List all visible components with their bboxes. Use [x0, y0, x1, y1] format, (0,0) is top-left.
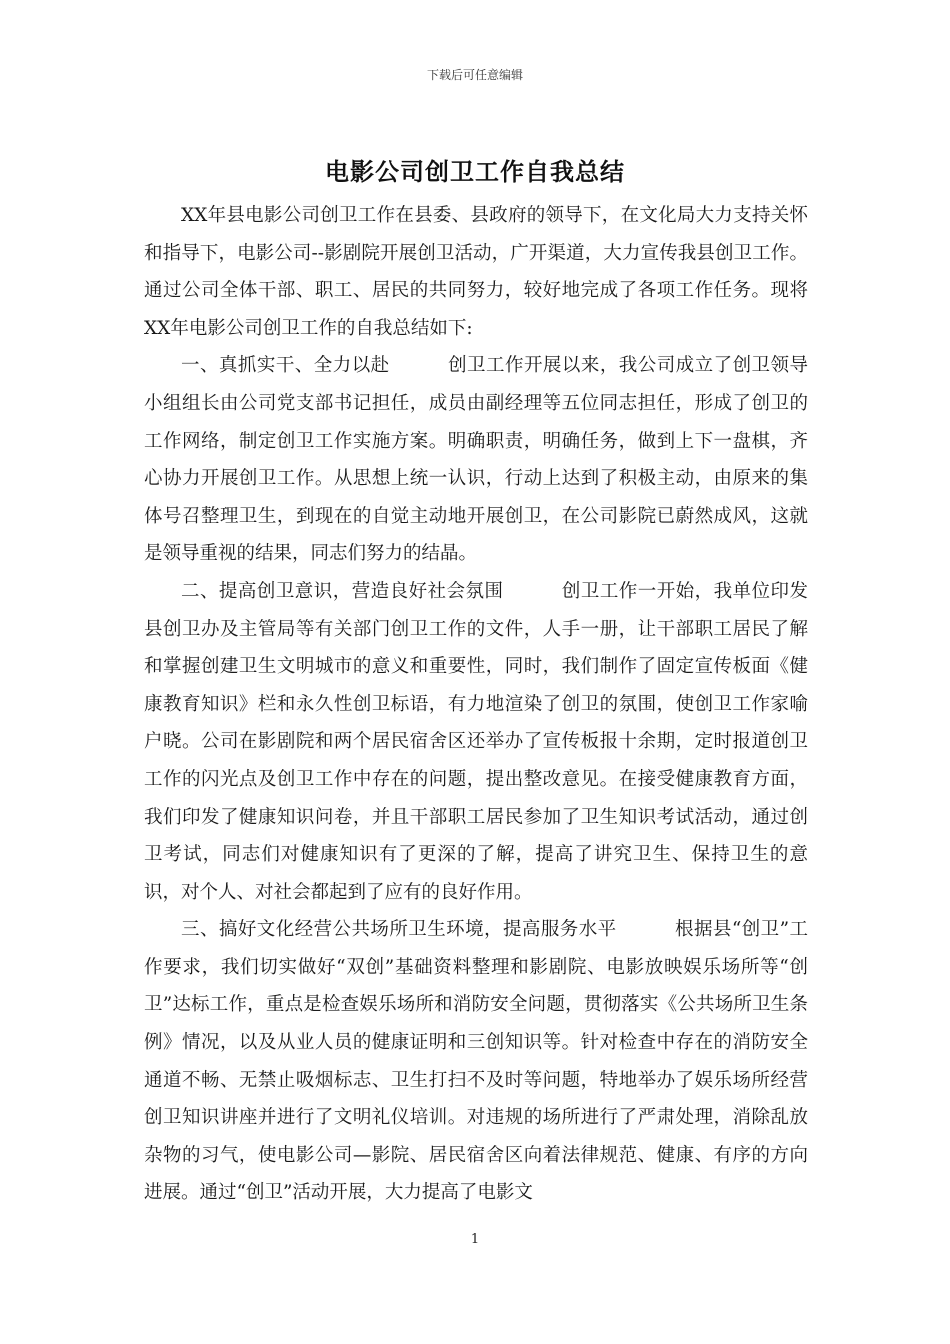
document-body: [144, 197, 808, 1212]
paragraph-section-3: [144, 911, 808, 1212]
paragraph-section-1: [144, 347, 808, 573]
section-heading: 一、真抓实干、全力以赴: [181, 355, 390, 377]
paragraph-section-2: [144, 573, 808, 911]
paragraph-text: 创卫工作开展以来，我公司成立了创卫领导小组组长由公司党支部书记担任，成员由副经理等五位同志担任，形成了创卫的工作网络，制定创卫工作实施方案。明确职责，明确任务，做到上下一盘棋，齐心协力开展创卫工作。从思想上统一认识，行动上达到了积极主动，由原来的集体号召整理卫生，到现在的自觉主动地开展创卫，在公司影院已蔚然成风，这就是领导重视的结果，同志们努力的结晶。: [144, 355, 808, 565]
paragraph-text: 创卫工作一开始，我单位印发县创卫办及主管局等有关部门创卫工作的文件，人手一册，让干部职工居民了解和掌握创建卫生文明城市的意义和重要性，同时，我们制作了固定宣传板面《健康教育知识》栏和永久性创卫标语，有力地渲染了创卫的氛围，使创卫工作家喻户晓。公司在影剧院和两个居民宿舍区还举办了宣传板报十余期，定时报道创卫工作的闪光点及创卫工作中存在的问题，提出整改意见。在接受健康教育方面，我们印发了健康知识问卷，并且干部职工居民参加了卫生知识考试活动，通过创卫考试，同志们对健康知识有了更深的了解，提高了讲究卫生、保持卫生的意识，对个人、对社会都起到了应有的良好作用。: [144, 580, 808, 903]
paragraph-text: 根据县“创卫”工作要求，我们切实做好“双创”基础资料整理和影剧院、电影放映娱乐场所等“创卫”达标工作，重点是检查娱乐场所和消防安全问题，贯彻落实《公共场所卫生条例》情况，以及从业人员的健康证明和三创知识等。针对检查中存在的消防安全通道不畅、无禁止吸烟标志、卫生打扫不及时等问题，特地举办了娱乐场所经营创卫知识讲座并进行了文明礼仪培训。对违规的场所进行了严肃处理，消除乱放杂物的习气，使电影公司—影院、居民宿舍区向着法律规范、健康、有序的方向进展。通过“创卫”活动开展，大力提高了电影文: [144, 919, 808, 1204]
paragraph-intro: [144, 197, 808, 347]
section-heading: 二、提高创卫意识，营造良好社会氛围: [181, 580, 504, 602]
page-number: 1: [470, 1232, 480, 1247]
section-heading: 三、搞好文化经营公共场所卫生环境，提高服务水平: [181, 919, 617, 941]
header-note: 下载后可任意编辑: [426, 68, 523, 82]
paragraph-text: XX年县电影公司创卫工作在县委、县政府的领导下，在文化局大力支持关怀和指导下，电影公司--影剧院开展创卫活动，广开渠道，大力宣传我县创卫工作。通过公司全体干部、职工、居民的共同努力，较好地完成了各项工作任务。现将XX年电影公司创卫工作的自我总结如下:: [144, 205, 808, 339]
document-title: 电影公司创卫工作自我总结: [325, 157, 625, 186]
